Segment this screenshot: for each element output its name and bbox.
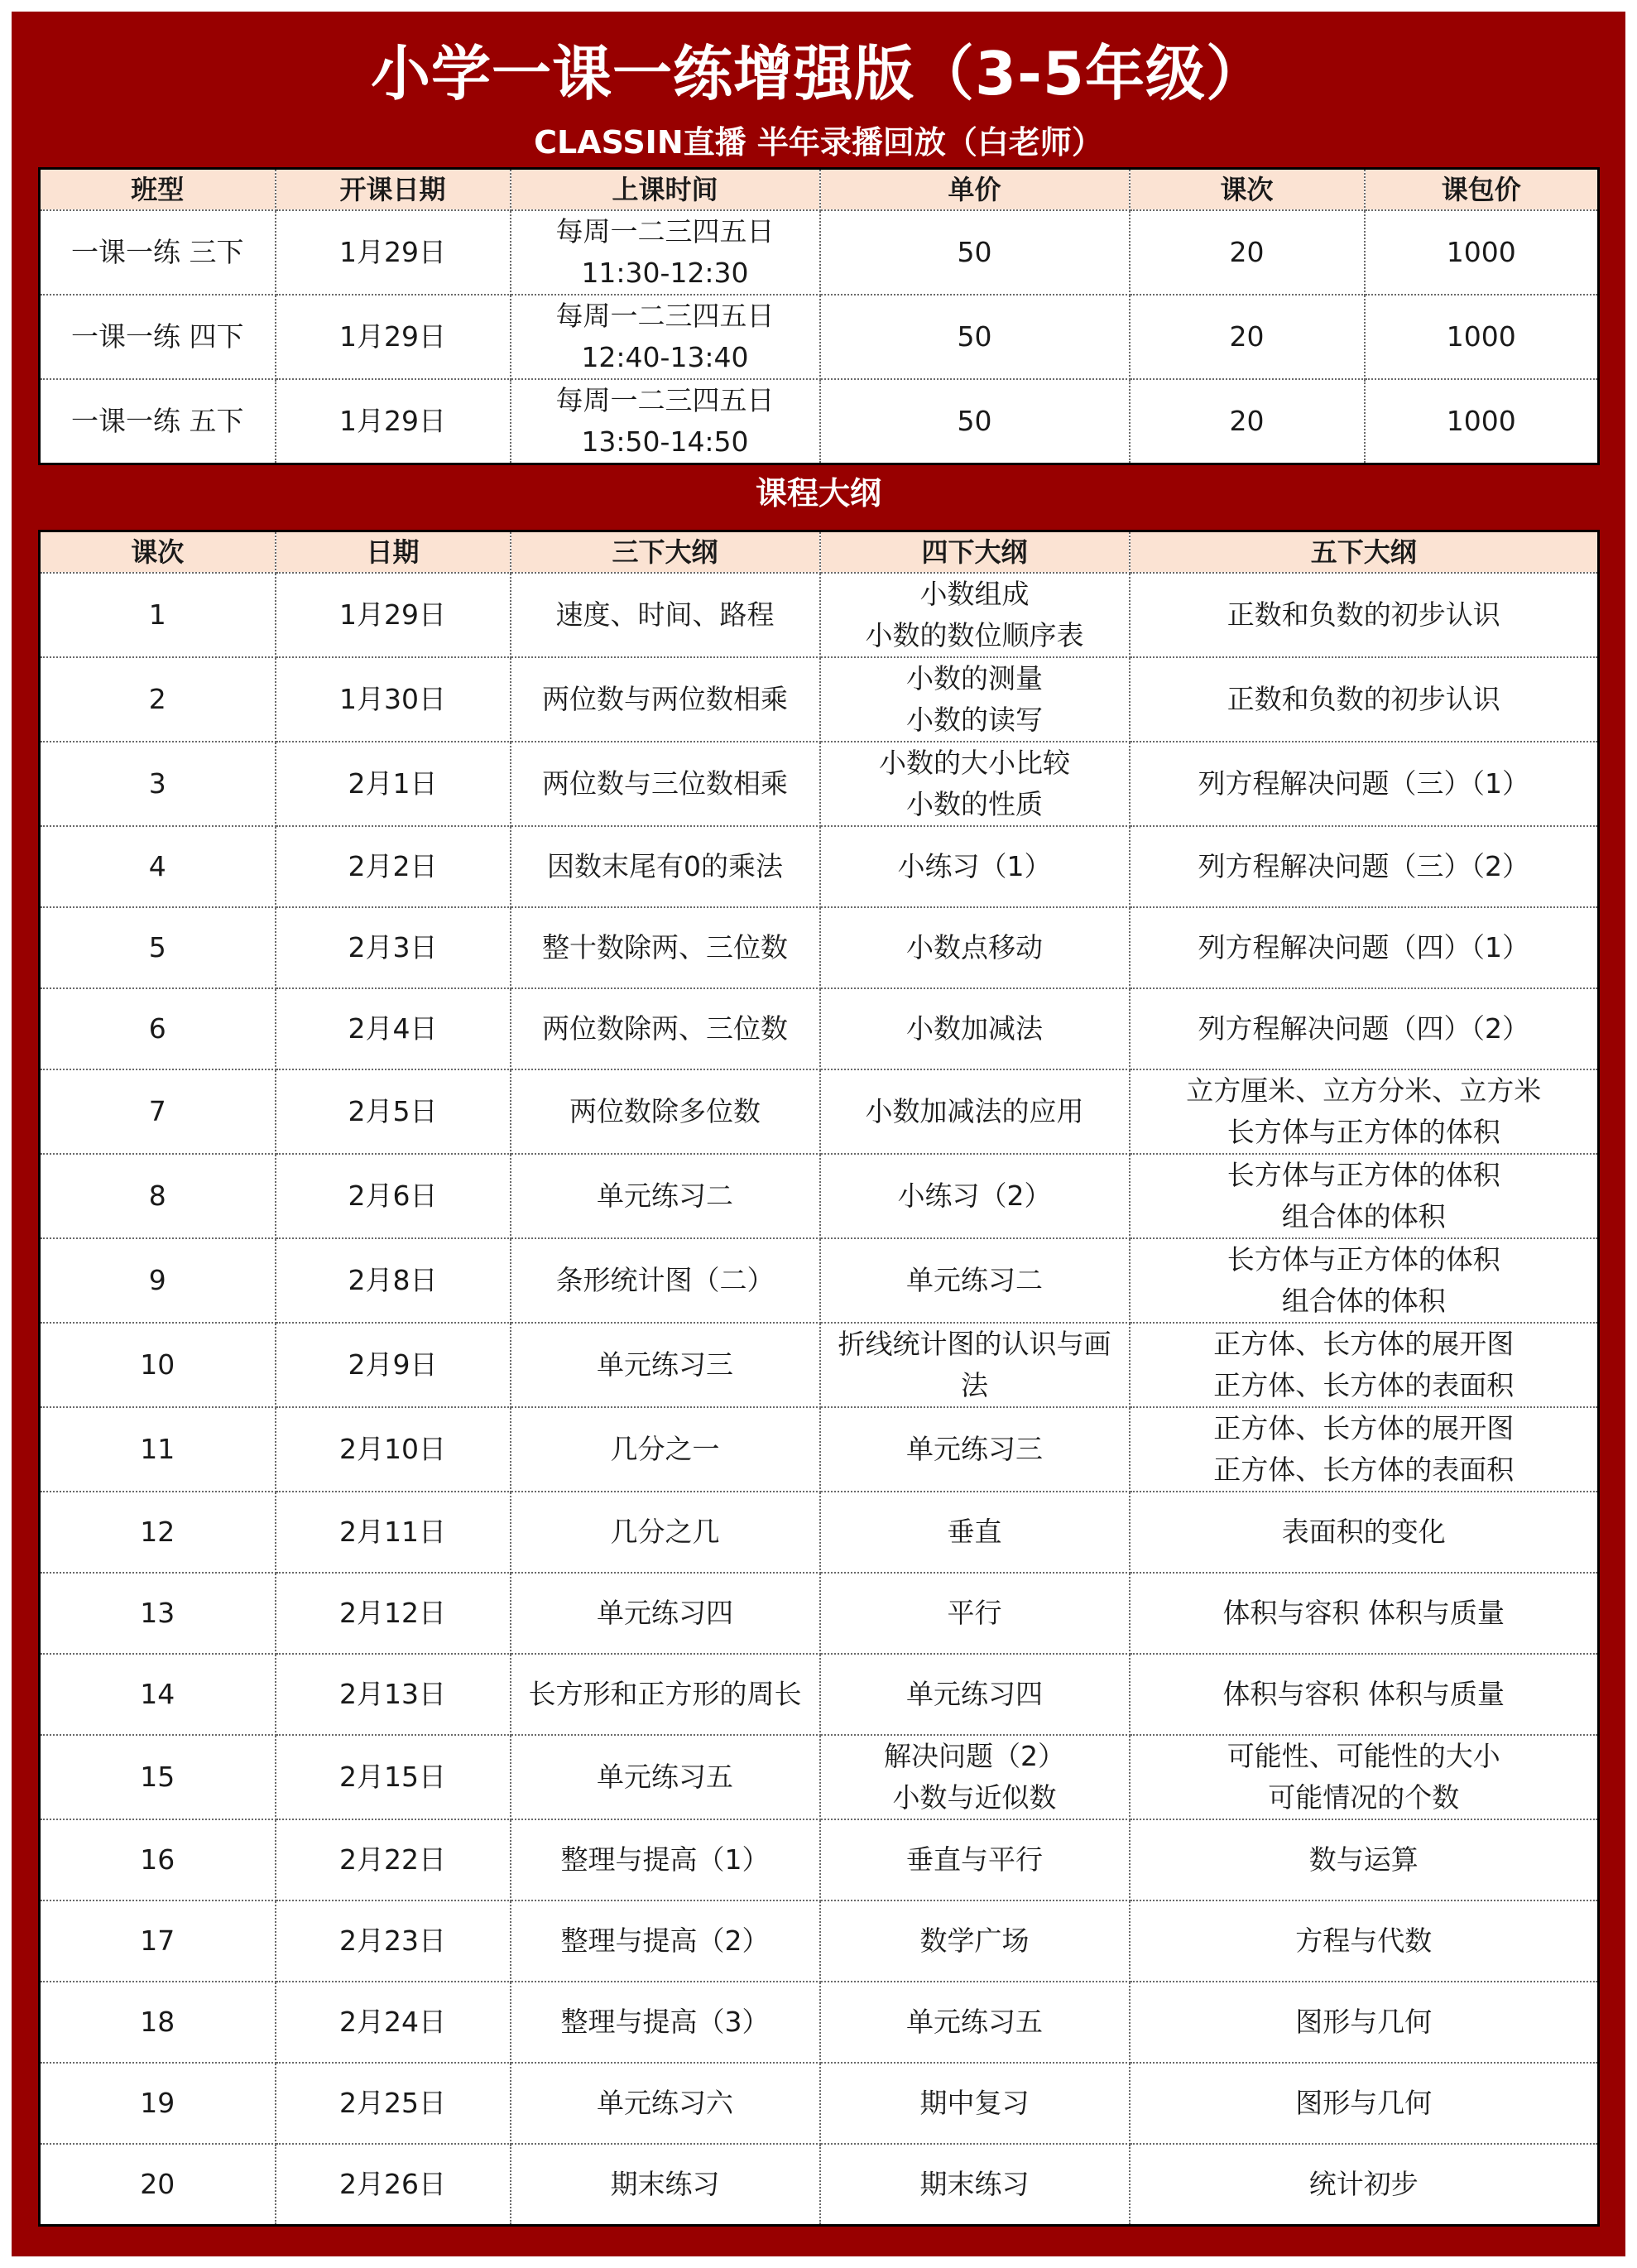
outline-table-row (40, 2063, 1599, 2144)
outline-table-cell: 15 (40, 1735, 276, 1819)
class-table-cell: 20 (1130, 295, 1365, 379)
outline-table-cell: 2月13日 (276, 1654, 511, 1735)
outline-table-cell: 两位数除两、三位数 (511, 988, 820, 1069)
outline-table-cell: 2月10日 (276, 1407, 511, 1492)
class-table-cell: 一课一练 三下 (40, 210, 276, 295)
outline-table-cell: 因数末尾有0的乘法 (511, 826, 820, 907)
outline-table-cell: 17 (40, 1900, 276, 1982)
class-table-cell: 1000 (1365, 295, 1599, 379)
outline-table-cell: 2月26日 (276, 2144, 511, 2226)
outline-table-cell: 7 (40, 1069, 276, 1154)
outline-table-cell: 19 (40, 2063, 276, 2144)
outline-table-row (40, 1323, 1599, 1407)
outline-table-cell: 小数加减法的应用 (820, 1069, 1130, 1154)
class-table-row (40, 379, 1599, 464)
outline-table-cell: 2月6日 (276, 1154, 511, 1238)
outline-table-cell: 长方形和正方形的周长 (511, 1654, 820, 1735)
outline-table-cell: 几分之几 (511, 1492, 820, 1573)
class-table-cell: 50 (820, 379, 1130, 464)
outline-table-cell: 5 (40, 907, 276, 988)
outline-table-cell: 几分之一 (511, 1407, 820, 1492)
outline-table-cell: 13 (40, 1573, 276, 1654)
outline-table-cell: 4 (40, 826, 276, 907)
outline-table-cell: 12 (40, 1492, 276, 1573)
outline-section-title: 课程大纲 (755, 475, 881, 512)
page-subtitle: CLASSIN直播 半年录播回放（白老师） (534, 124, 1103, 161)
outline-table-row (40, 2144, 1599, 2226)
class-table-row (40, 210, 1599, 295)
outline-table-cell: 2月11日 (276, 1492, 511, 1573)
outline-table-row (40, 1407, 1599, 1492)
outline-table-cell: 20 (40, 2144, 276, 2226)
outline-table-header-cell: 四下大纲 (820, 531, 1130, 574)
outline-table-cell: 2月25日 (276, 2063, 511, 2144)
outline-table-cell: 1月29日 (276, 573, 511, 657)
outline-table-cell: 体积与容积 体积与质量 (1130, 1654, 1599, 1735)
outline-table-cell: 正数和负数的初步认识 (1130, 657, 1599, 742)
outline-table-cell: 2月1日 (276, 742, 511, 826)
outline-table-cell: 3 (40, 742, 276, 826)
outline-table-cell: 单元练习五 (820, 1982, 1130, 2063)
outline-table-header (40, 531, 1599, 574)
class-table-cell: 50 (820, 210, 1130, 295)
outline-table-cell: 列方程解决问题（三）（2） (1130, 826, 1599, 907)
outline-table-cell: 单元练习五 (511, 1735, 820, 1819)
outline-table-cell: 9 (40, 1238, 276, 1323)
class-table-header-cell: 单价 (820, 169, 1130, 211)
class-table-header (40, 169, 1599, 211)
outline-table-cell: 整理与提高（1） (511, 1819, 820, 1900)
outline-table-cell: 列方程解决问题（四）（2） (1130, 988, 1599, 1069)
outline-table-header-cell: 课次 (40, 531, 276, 574)
outline-table-cell: 体积与容积 体积与质量 (1130, 1573, 1599, 1654)
class-table-cell: 每周一二三四五日 12:40-13:40 (511, 295, 820, 379)
outline-table-cell: 2月23日 (276, 1900, 511, 1982)
outline-table-header-cell: 三下大纲 (511, 531, 820, 574)
outline-table-row (40, 1492, 1599, 1573)
outline-table-cell: 小数组成 小数的数位顺序表 (820, 573, 1130, 657)
outline-table-cell: 2月15日 (276, 1735, 511, 1819)
outline-table-cell: 小练习（1） (820, 826, 1130, 907)
outline-table-cell: 1 (40, 573, 276, 657)
outline-table-cell: 2月12日 (276, 1573, 511, 1654)
outline-table-cell: 小练习（2） (820, 1154, 1130, 1238)
outline-table-cell: 方程与代数 (1130, 1900, 1599, 1982)
outline-table-cell: 单元练习四 (511, 1573, 820, 1654)
outline-table-row (40, 826, 1599, 907)
outline-table-cell: 可能性、可能性的大小 可能情况的个数 (1130, 1735, 1599, 1819)
outline-table-cell: 两位数除多位数 (511, 1069, 820, 1154)
class-table-header-cell: 上课时间 (511, 169, 820, 211)
class-table-header-cell: 课次 (1130, 169, 1365, 211)
outline-table-row (40, 742, 1599, 826)
outline-table-row (40, 1654, 1599, 1735)
class-table-header-cell: 班型 (40, 169, 276, 211)
outline-table-cell: 整十数除两、三位数 (511, 907, 820, 988)
outline-table-header-cell: 五下大纲 (1130, 531, 1599, 574)
outline-table-row (40, 1982, 1599, 2063)
outline-table-cell: 列方程解决问题（三）（1） (1130, 742, 1599, 826)
class-table-cell: 50 (820, 295, 1130, 379)
outline-table-cell: 整理与提高（2） (511, 1900, 820, 1982)
outline-table-cell: 数学广场 (820, 1900, 1130, 1982)
outline-table-cell: 16 (40, 1819, 276, 1900)
outline-table-cell: 期中复习 (820, 2063, 1130, 2144)
outline-table-header-cell: 日期 (276, 531, 511, 574)
outline-table-cell: 14 (40, 1654, 276, 1735)
outline-table-cell: 2 (40, 657, 276, 742)
outline-table-cell: 单元练习六 (511, 2063, 820, 2144)
outline-table-cell: 10 (40, 1323, 276, 1407)
outline-table-cell: 长方体与正方体的体积 组合体的体积 (1130, 1238, 1599, 1323)
outline-table-cell: 表面积的变化 (1130, 1492, 1599, 1573)
outline-table-cell: 数与运算 (1130, 1819, 1599, 1900)
outline-table-cell: 单元练习四 (820, 1654, 1130, 1735)
outline-table-cell: 整理与提高（3） (511, 1982, 820, 2063)
outline-table-cell: 长方体与正方体的体积 组合体的体积 (1130, 1154, 1599, 1238)
outline-table-cell: 正方体、长方体的展开图 正方体、长方体的表面积 (1130, 1407, 1599, 1492)
outline-table-cell: 8 (40, 1154, 276, 1238)
outline-table-row (40, 1573, 1599, 1654)
class-table-cell: 1000 (1365, 210, 1599, 295)
outline-table-cell: 条形统计图（二） (511, 1238, 820, 1323)
outline-table-cell: 垂直与平行 (820, 1819, 1130, 1900)
outline-table-cell: 6 (40, 988, 276, 1069)
class-table-header-cell: 开课日期 (276, 169, 511, 211)
outline-table-cell: 两位数与两位数相乘 (511, 657, 820, 742)
outline-table-row (40, 1900, 1599, 1982)
outline-table-cell: 图形与几何 (1130, 1982, 1599, 2063)
outline-table (38, 530, 1600, 2227)
class-table-cell: 1月29日 (276, 379, 511, 464)
outline-table-cell: 2月5日 (276, 1069, 511, 1154)
outline-table-cell: 单元练习二 (820, 1238, 1130, 1323)
outline-table-cell: 正数和负数的初步认识 (1130, 573, 1599, 657)
outline-table-cell: 小数的测量 小数的读写 (820, 657, 1130, 742)
outline-table-cell: 图形与几何 (1130, 2063, 1599, 2144)
class-table-cell: 每周一二三四五日 11:30-12:30 (511, 210, 820, 295)
outline-table-cell: 立方厘米、立方分米、立方米 长方体与正方体的体积 (1130, 1069, 1599, 1154)
outline-table-cell: 小数的大小比较 小数的性质 (820, 742, 1130, 826)
outline-table-cell: 期末练习 (511, 2144, 820, 2226)
class-table-cell: 每周一二三四五日 13:50-14:50 (511, 379, 820, 464)
outline-table-cell: 单元练习三 (511, 1323, 820, 1407)
class-table-cell: 20 (1130, 210, 1365, 295)
outline-table-cell: 2月8日 (276, 1238, 511, 1323)
outline-table-cell: 2月22日 (276, 1819, 511, 1900)
outline-table-cell: 小数点移动 (820, 907, 1130, 988)
outline-table-cell: 2月2日 (276, 826, 511, 907)
outline-table-cell: 18 (40, 1982, 276, 2063)
class-table-cell: 1000 (1365, 379, 1599, 464)
outline-table-cell: 解决问题（2） 小数与近似数 (820, 1735, 1130, 1819)
outline-table-cell: 2月9日 (276, 1323, 511, 1407)
class-table-cell: 1月29日 (276, 295, 511, 379)
outline-table-cell: 期末练习 (820, 2144, 1130, 2226)
outline-table-row (40, 1069, 1599, 1154)
outline-table-cell: 2月4日 (276, 988, 511, 1069)
outline-table-row (40, 657, 1599, 742)
class-table-cell: 一课一练 五下 (40, 379, 276, 464)
class-table (38, 167, 1600, 465)
outline-table-cell: 2月3日 (276, 907, 511, 988)
outline-table-cell: 1月30日 (276, 657, 511, 742)
class-table-cell: 1月29日 (276, 210, 511, 295)
outline-table-cell: 11 (40, 1407, 276, 1492)
outline-table-row (40, 907, 1599, 988)
outline-table-row (40, 1238, 1599, 1323)
outline-table-cell: 折线统计图的认识与画 法 (820, 1323, 1130, 1407)
class-table-cell: 一课一练 四下 (40, 295, 276, 379)
outline-table-cell: 单元练习三 (820, 1407, 1130, 1492)
outline-table-cell: 垂直 (820, 1492, 1130, 1573)
outline-table-cell: 小数加减法 (820, 988, 1130, 1069)
outline-table-cell: 2月24日 (276, 1982, 511, 2063)
outline-table-row (40, 1819, 1599, 1900)
outline-table-cell: 统计初步 (1130, 2144, 1599, 2226)
outline-table-cell: 正方体、长方体的展开图 正方体、长方体的表面积 (1130, 1323, 1599, 1407)
class-table-cell: 20 (1130, 379, 1365, 464)
outline-table-row (40, 573, 1599, 657)
class-table-row (40, 295, 1599, 379)
outline-table-cell: 速度、时间、路程 (511, 573, 820, 657)
outline-table-cell: 列方程解决问题（四）（1） (1130, 907, 1599, 988)
page-title: 小学一课一练增强版（3-5年级） (370, 39, 1267, 108)
outline-table-cell: 平行 (820, 1573, 1130, 1654)
class-table-header-cell: 课包价 (1365, 169, 1599, 211)
outline-table-row (40, 1735, 1599, 1819)
outline-table-row (40, 1154, 1599, 1238)
outline-table-cell: 两位数与三位数相乘 (511, 742, 820, 826)
outline-table-cell: 单元练习二 (511, 1154, 820, 1238)
outline-table-row (40, 988, 1599, 1069)
